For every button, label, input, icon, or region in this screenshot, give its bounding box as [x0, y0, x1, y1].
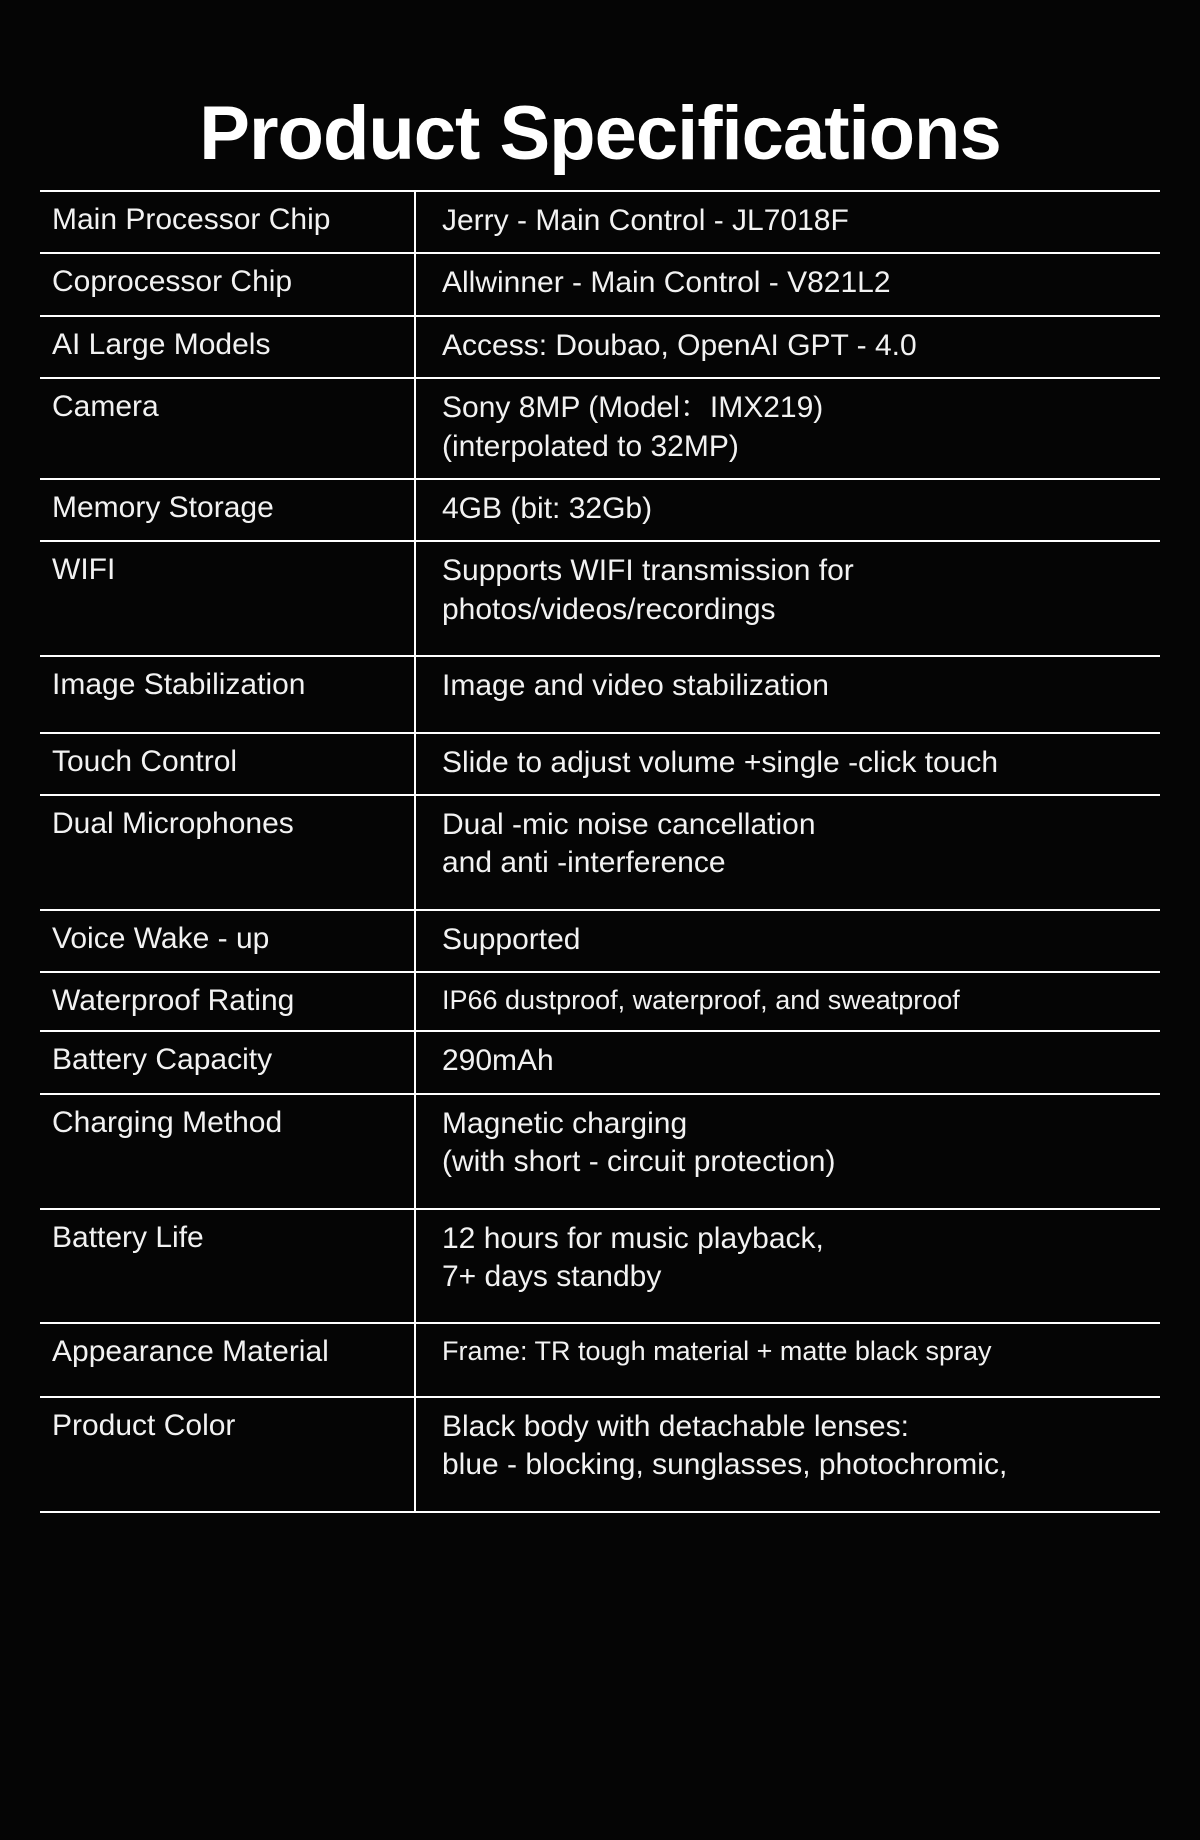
table-row	[40, 191, 1160, 253]
spec-label: Dual Microphones	[40, 795, 415, 910]
spec-value-line: Supported	[442, 922, 581, 956]
spec-label: Battery Capacity	[40, 1031, 415, 1093]
table-row	[40, 1397, 1160, 1512]
spec-value-line: Black body with detachable lenses:	[442, 1409, 909, 1443]
spec-label: Main Processor Chip	[40, 191, 415, 253]
spec-label: Touch Control	[40, 733, 415, 795]
spec-value-line: (interpolated to 32MP)	[442, 429, 739, 463]
table-row	[40, 733, 1160, 795]
spec-value-line: and anti -interference	[442, 846, 726, 880]
spec-value-line: Slide to adjust volume +single -click touch	[442, 745, 999, 779]
spec-value-line: Access: Doubao, OpenAI GPT - 4.0	[442, 328, 917, 362]
spec-value	[415, 541, 1160, 656]
table-row	[40, 316, 1160, 378]
spec-value-line: photos/videos/recordings	[442, 592, 776, 626]
spec-value-line: Sony 8MP (Model：IMX219)	[442, 391, 824, 425]
spec-label: Image Stabilization	[40, 656, 415, 732]
spec-label: Camera	[40, 378, 415, 479]
spec-value-line: 290mAh	[442, 1044, 554, 1078]
table-row	[40, 1323, 1160, 1396]
table-row	[40, 656, 1160, 732]
table-row	[40, 795, 1160, 910]
page-title: Product Specifications	[199, 91, 1001, 176]
spec-value	[415, 1397, 1160, 1512]
spec-label: Product Color	[40, 1397, 415, 1512]
spec-value	[415, 479, 1160, 541]
spec-value-line: 4GB (bit: 32Gb)	[442, 491, 653, 525]
spec-value	[415, 795, 1160, 910]
table-row	[40, 972, 1160, 1031]
spec-value-line: Dual -mic noise cancellation	[442, 807, 816, 841]
spec-value-line: Frame: TR tough material + matte black spray	[442, 1336, 992, 1367]
spec-label: Charging Method	[40, 1094, 415, 1209]
table-row	[40, 1031, 1160, 1093]
spec-value-line: (with short - circuit protection)	[442, 1145, 836, 1179]
spec-value-line: Image and video stabilization	[442, 669, 829, 703]
specifications-table-body	[40, 191, 1160, 1512]
spec-value	[415, 1209, 1160, 1324]
spec-value	[415, 316, 1160, 378]
spec-label: Voice Wake - up	[40, 910, 415, 972]
spec-label: AI Large Models	[40, 316, 415, 378]
spec-value	[415, 733, 1160, 795]
spec-value	[415, 191, 1160, 253]
table-row	[40, 253, 1160, 315]
spec-value-line: Allwinner - Main Control - V821L2	[442, 266, 891, 300]
spec-value	[415, 972, 1160, 1031]
spec-label: Battery Life	[40, 1209, 415, 1324]
spec-value-line: IP66 dustproof, waterproof, and sweatproof	[442, 985, 960, 1016]
spec-value-line: Jerry - Main Control - JL7018F	[442, 204, 849, 237]
table-row	[40, 378, 1160, 479]
table-row	[40, 479, 1160, 541]
spec-value-line: 12 hours for music playback,	[442, 1221, 824, 1255]
spec-value	[415, 378, 1160, 479]
spec-value-line: blue - blocking, sunglasses, photochromic,	[442, 1448, 1008, 1482]
table-row	[40, 1094, 1160, 1209]
spec-value-line: 7+ days standby	[442, 1260, 662, 1294]
spec-label: Waterproof Rating	[40, 972, 415, 1031]
spec-label: Memory Storage	[40, 479, 415, 541]
spec-value	[415, 1323, 1160, 1396]
spec-label: WIFI	[40, 541, 415, 656]
spec-label: Appearance Material	[40, 1323, 415, 1396]
spec-value-line: Supports WIFI transmission for	[442, 554, 854, 588]
table-row	[40, 541, 1160, 656]
spec-label: Coprocessor Chip	[40, 253, 415, 315]
spec-value	[415, 656, 1160, 732]
table-row	[40, 910, 1160, 972]
specifications-table	[40, 190, 1160, 1513]
table-row	[40, 1209, 1160, 1324]
spec-value	[415, 253, 1160, 315]
spec-value	[415, 1094, 1160, 1209]
spec-value	[415, 1031, 1160, 1093]
spec-value-line: Magnetic charging	[442, 1106, 688, 1140]
spec-value	[415, 910, 1160, 972]
